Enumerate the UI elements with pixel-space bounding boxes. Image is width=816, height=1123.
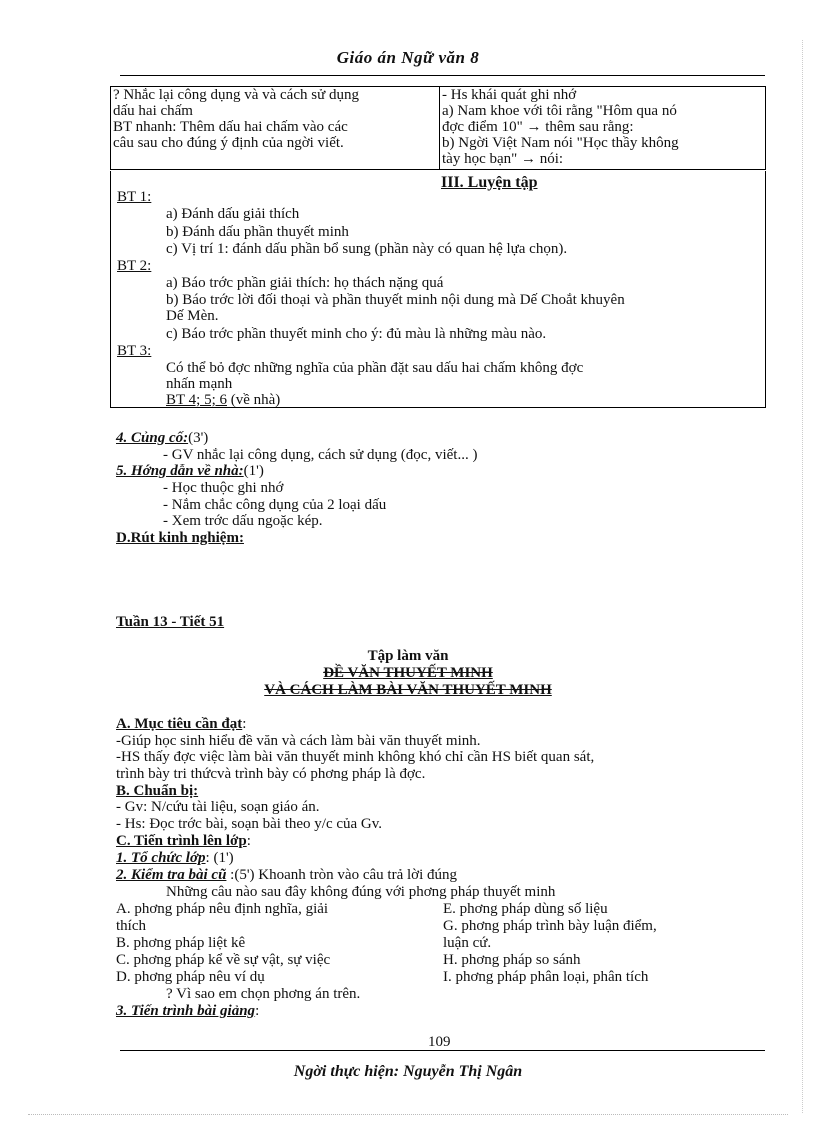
activity-table — [110, 86, 766, 170]
quiz-option: thích — [116, 918, 146, 934]
quiz-option: luận cứ. — [443, 935, 492, 951]
page-header: Giáo án Ngữ văn 8 — [336, 48, 480, 67]
homework-title: 5. Hớng dẫn về nhà: — [116, 463, 244, 479]
lecture-colon: : — [255, 1003, 260, 1019]
table-right-line: - Hs khái quát ghi nhớ — [442, 87, 577, 103]
table-right-cell — [440, 87, 766, 170]
procedure-heading — [116, 833, 251, 849]
quiz-option: A. phơng pháp nêu định nghĩa, giải — [116, 901, 329, 917]
consolidate-line: - GV nhắc lại công dụng, cách sử dụng (đọc, viết... ) — [163, 447, 478, 463]
quiz-option: E. phơng pháp dùng số liệu — [443, 901, 608, 917]
goals-heading — [116, 716, 246, 732]
procedure-title: C. Tiến trình lên lớp — [116, 833, 247, 849]
table-right-line: đợc điểm 10" → thêm sau rằng: — [442, 119, 634, 135]
bt2-item: c) Báo trớc phần thuyết minh cho ý: đủ màu là những màu nào. — [166, 326, 547, 342]
prep-heading: B. Chuẩn bị: — [116, 783, 199, 799]
lesson-kind: Tập làm văn — [367, 648, 449, 664]
practice-box — [110, 171, 766, 408]
bt3-label: BT 3: — [117, 343, 152, 359]
bt456-label: BT 4; 5; 6 — [166, 392, 227, 408]
quiz-option: C. phơng pháp kể về sự vật, sự việc — [116, 952, 331, 968]
org-line — [116, 850, 234, 866]
table-left-cell — [111, 87, 440, 170]
lecture-title: 3. Tiến trình bài giảng — [116, 1003, 256, 1019]
goals-title: A. Mục tiêu cần đạt — [116, 716, 243, 732]
page-edge-dotted-vertical — [802, 40, 803, 1113]
experience-heading: D.Rút kinh nghiệm: — [116, 530, 244, 546]
lesson-title: ĐỀ VĂN THUYẾT MINH — [323, 665, 493, 681]
page-footer: Ngời thực hiện: Nguyễn Thị Ngân — [293, 1063, 523, 1080]
table-right-line: b) Ngời Việt Nam nói "Học thầy không — [442, 135, 679, 151]
bt2-label: BT 2: — [117, 258, 152, 274]
bt1-item: b) Đánh dấu phần thuyết minh — [166, 224, 349, 240]
quiz-option: D. phơng pháp nêu ví dụ — [116, 969, 265, 985]
lesson-title: VÀ CÁCH LÀM BÀI VĂN THUYẾT MINH — [264, 682, 552, 698]
quiz-option: I. phơng pháp phân loại, phân tích — [443, 969, 649, 985]
bt1-item: c) Vị trí 1: đánh dấu phần bổ sung (phần này có quan hệ lựa chọn). — [166, 241, 568, 257]
consolidate-heading — [116, 430, 208, 446]
footer-rule — [120, 1050, 765, 1051]
table-left-line: câu sau cho đúng ý định của ngời viết. — [113, 135, 344, 151]
table-left-line: dấu hai chấm — [113, 103, 193, 119]
quiz-question: Những câu nào sau đây không đúng với phơng pháp thuyết minh — [166, 884, 556, 900]
week-heading: Tuần 13 - Tiết 51 — [116, 614, 225, 630]
page-edge-dotted — [28, 1114, 788, 1115]
quiz-option: B. phơng pháp liệt kê — [116, 935, 246, 951]
org-title: 1. Tổ chức lớp — [116, 850, 206, 866]
bt3-item: nhấn mạnh — [166, 376, 233, 392]
bt1-item: a) Đánh dấu giải thích — [166, 206, 300, 222]
practice-title: III. Luyện tập — [441, 174, 538, 191]
consolidate-time: (3') — [188, 430, 209, 446]
check-title: 2. Kiểm tra bài cũ — [116, 867, 227, 883]
org-time: : (1') — [205, 850, 234, 866]
goals-line: -HS thấy đợc việc làm bài văn thuyết minh không khó chỉ cần HS biết quan sát, — [116, 749, 595, 765]
bt1-label: BT 1: — [117, 189, 152, 205]
consolidate-title: 4. Củng cố: — [116, 430, 189, 446]
bt2-item: Dế Mèn. — [166, 308, 219, 324]
goals-line: -Giúp học sinh hiểu đề văn và cách làm bài văn thuyết minh. — [116, 733, 481, 749]
prep-line: - Hs: Đọc trớc bài, soạn bài theo y/c của Gv. — [116, 816, 383, 832]
homework-item: - Nắm chắc công dụng của 2 loại dấu — [163, 497, 387, 513]
quiz-why: ? Vì sao em chọn phơng án trên. — [166, 986, 361, 1002]
check-line — [116, 867, 457, 883]
procedure-colon: : — [246, 833, 251, 849]
table-left-line: ? Nhắc lại công dụng và và cách sử dụng — [113, 87, 359, 103]
quiz-option: G. phơng pháp trình bày luận điểm, — [443, 918, 657, 934]
quiz-option: H. phơng pháp so sánh — [443, 952, 581, 968]
goals-line: trình bày tri thứcvà trình bày có phơng pháp là đợc. — [116, 766, 426, 782]
homework-heading — [116, 463, 264, 479]
bt3-item: Có thể bỏ đợc những nghĩa của phần đặt sau dấu hai chấm không đợc — [166, 360, 584, 376]
goals-colon: : — [242, 716, 247, 732]
bt456-line — [166, 392, 280, 408]
check-text: :(5') Khoanh tròn vào câu trả lời đúng — [226, 867, 457, 883]
homework-time: (1') — [243, 463, 264, 479]
table-right-line: tày học bạn" → nói: — [442, 151, 564, 167]
table-left-line: BT nhanh: Thêm dấu hai chấm vào các — [113, 119, 348, 135]
table-right-line: a) Nam khoe với tôi rằng "Hôm qua nó — [442, 103, 677, 119]
bt456-note: (về nhà) — [226, 392, 281, 408]
bt2-item: b) Báo trớc lời đối thoại và phần thuyết minh nội dung mà Dế Choắt khuyên — [166, 292, 625, 308]
prep-line: - Gv: N/cứu tài liệu, soạn giáo án. — [116, 799, 320, 815]
bt2-item: a) Báo trớc phần giải thích: họ thách nặng quá — [166, 275, 444, 291]
page-number: 109 — [428, 1034, 451, 1050]
homework-item: - Xem trớc dấu ngoặc kép. — [163, 513, 323, 529]
header-rule — [120, 75, 765, 76]
lecture-line — [116, 1003, 259, 1019]
homework-item: - Học thuộc ghi nhớ — [163, 480, 284, 496]
